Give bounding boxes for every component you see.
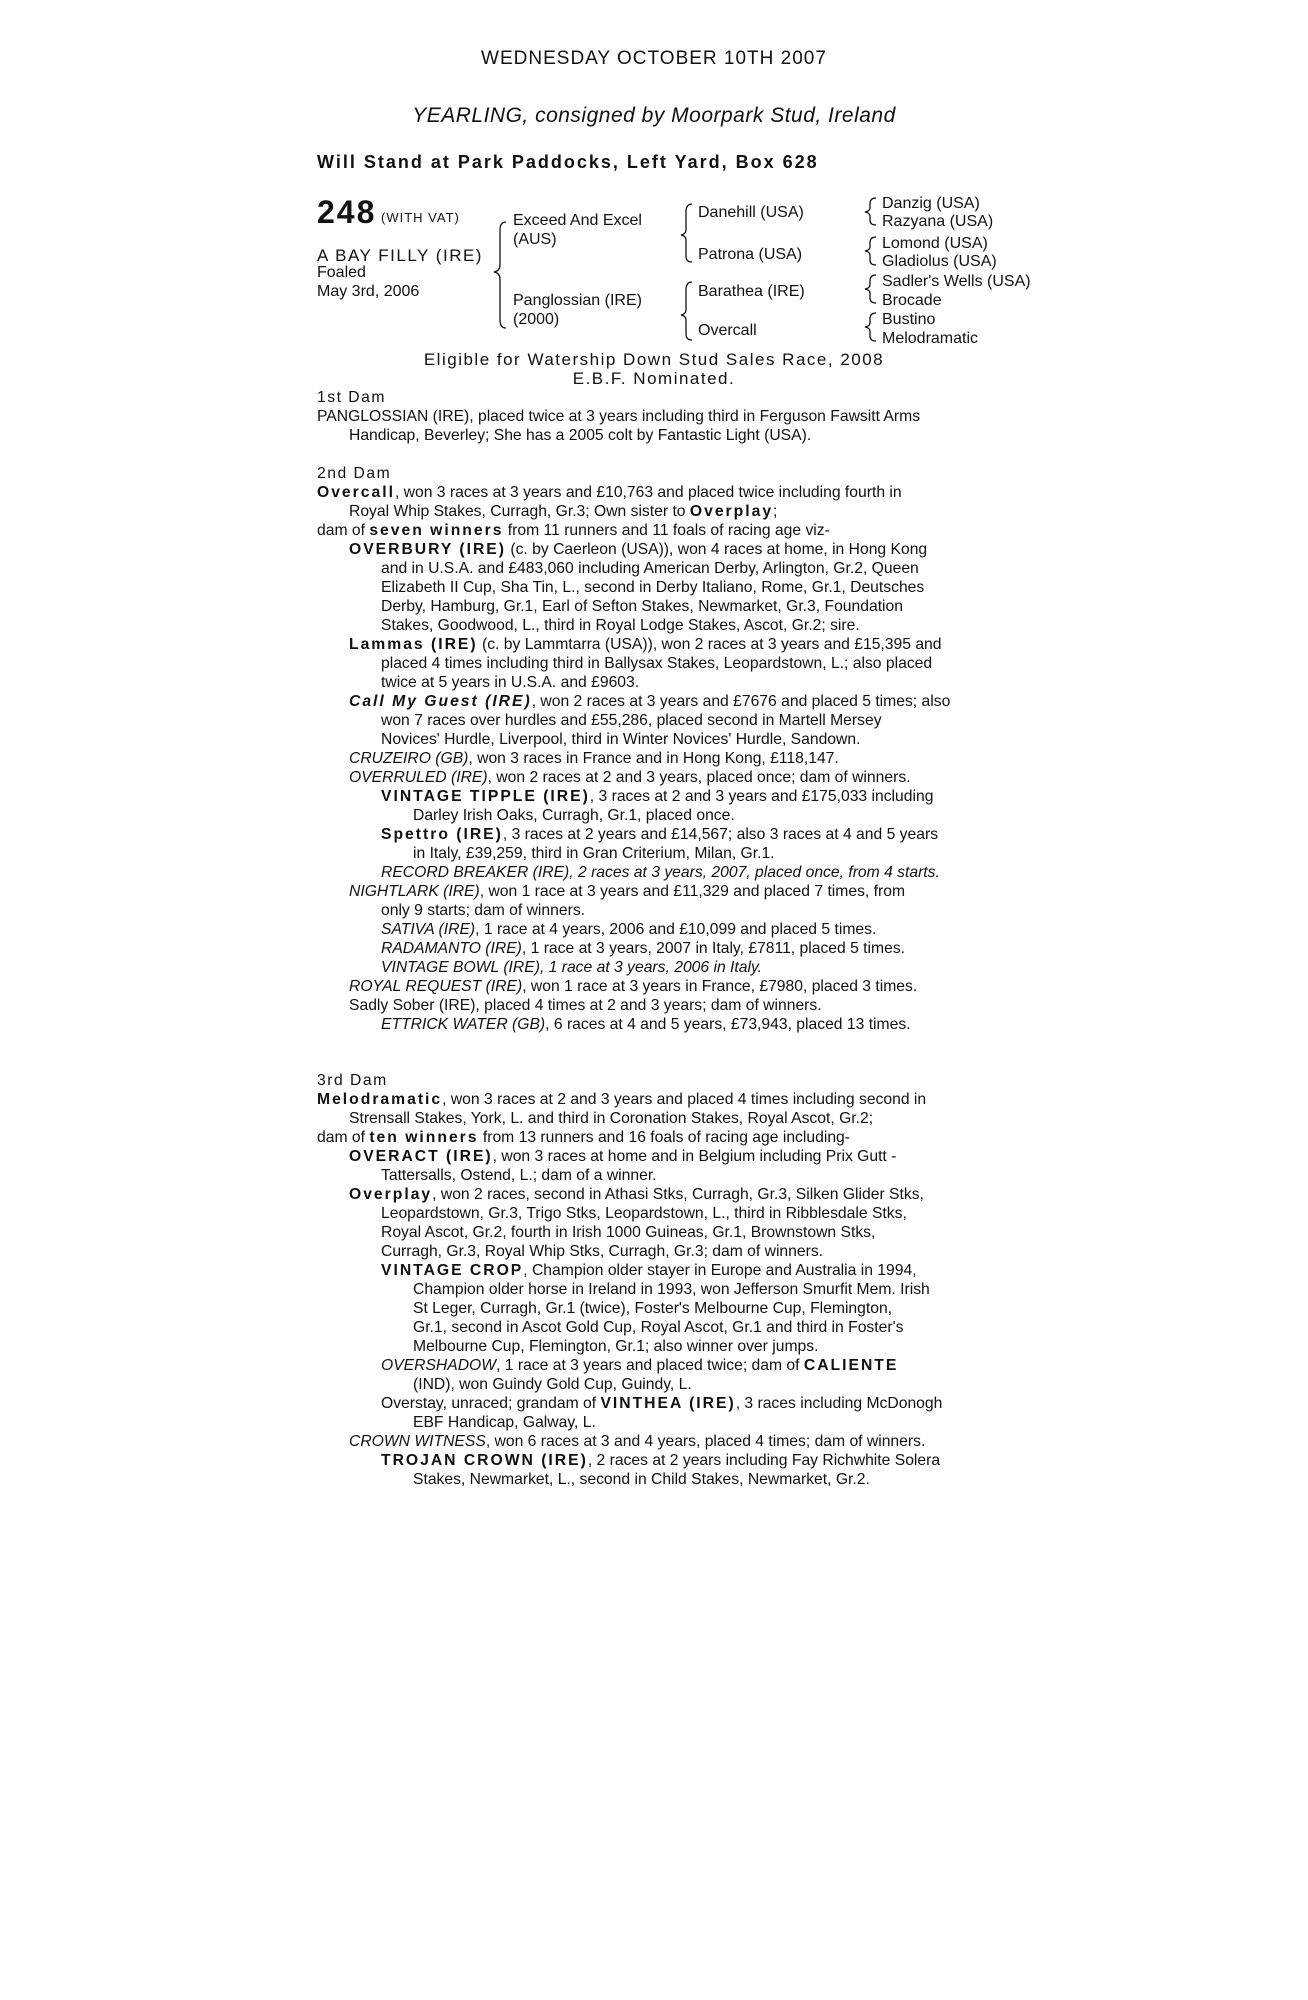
pedigree-braces	[0, 0, 1308, 360]
dam-name: Panglossian (IRE)	[513, 292, 642, 309]
dam-sire-dam: Brocade	[882, 292, 942, 309]
progeny-entry: OVERBURY (IRE) (c. by Caerleon (USA)), won 4 races at home, in Hong Kong	[349, 541, 928, 558]
foaled-date: May 3rd, 2006	[317, 283, 420, 300]
stand-location: Will Stand at Park Paddocks, Left Yard, Box 628	[317, 152, 819, 172]
grandprogeny-entry: VINTAGE BOWL (IRE), 1 race at 3 years, 2006 in Italy.	[381, 959, 763, 976]
grandprogeny-entry: SATIVA (IRE), 1 race at 4 years, 2006 and £10,099 and placed 5 times.	[381, 921, 877, 938]
grandprogeny-entry: Overstay, unraced; grandam of VINTHEA (IRE), 3 races including McDonogh	[381, 1395, 943, 1412]
progeny-entry: CROWN WITNESS, won 6 races at 3 and 4 years, placed 4 times; dam of winners.	[349, 1433, 926, 1450]
second-dam-intro: Overcall, won 3 races at 3 years and £10,763 and placed twice including fourth in	[317, 484, 902, 501]
progeny-entry: Sadly Sober (IRE), placed 4 times at 2 and 3 years; dam of winners.	[349, 997, 822, 1014]
dam-dam-sire: Bustino	[882, 311, 936, 328]
grandprogeny-entry: ETTRICK WATER (GB), 6 races at 4 and 5 years, £73,943, placed 13 times.	[381, 1016, 911, 1033]
grandprogeny-entry: RECORD BREAKER (IRE), 2 races at 3 years, 2007, placed once, from 4 starts.	[381, 864, 940, 881]
progeny-cont: placed 4 times including third in Ballysax Stakes, Leopardstown, L.; also placed	[381, 655, 933, 672]
dam-year: (2000)	[513, 311, 560, 328]
grandprogeny-entry: VINTAGE CROP, Champion older stayer in Europe and Australia in 1994,	[381, 1262, 917, 1279]
third-dam-intro: Melodramatic, won 3 races at 2 and 3 years and placed 4 times including second in	[317, 1091, 927, 1108]
grandprogeny-cont: St Leger, Curragh, Gr.1 (twice), Foster's Melbourne Cup, Flemington,	[413, 1300, 893, 1317]
grandprogeny-entry: OVERSHADOW, 1 race at 3 years and placed twice; dam of CALIENTE	[381, 1357, 899, 1374]
lot-number: 248	[317, 194, 377, 230]
progeny-cont: Royal Ascot, Gr.2, fourth in Irish 1000 Guineas, Gr.1, Brownstown Stks,	[381, 1224, 876, 1241]
vat-note: (WITH VAT)	[381, 210, 460, 225]
horse-description: A BAY FILLY (IRE)	[317, 246, 483, 265]
progeny-entry: Lammas (IRE) (c. by Lammtarra (USA)), won 2 races at 3 years and £15,395 and	[349, 636, 942, 653]
progeny-entry: Overplay, won 2 races, second in Athasi Stks, Curragh, Gr.3, Silken Glider Stks,	[349, 1186, 924, 1203]
sire-origin: (AUS)	[513, 231, 557, 248]
sale-date: WEDNESDAY OCTOBER 10TH 2007	[481, 48, 827, 69]
sire-sire-sire: Danzig (USA)	[882, 195, 980, 212]
grandprogeny-cont: (IND), won Guindy Gold Cup, Guindy, L.	[413, 1376, 692, 1393]
progeny-cont: Derby, Hamburg, Gr.1, Earl of Sefton Stakes, Newmarket, Gr.3, Foundation	[381, 598, 903, 615]
third-dam-name: Melodramatic	[317, 1091, 443, 1108]
progeny-entry: NIGHTLARK (IRE), won 1 race at 3 years and £11,329 and placed 7 times, from	[349, 883, 906, 900]
second-dam-name: Overcall	[317, 484, 395, 501]
progeny-cont: Leopardstown, Gr.3, Trigo Stks, Leopardstown, L., third in Ribblesdale Stks,	[381, 1205, 907, 1222]
progeny-cont: Elizabeth II Cup, Sha Tin, L., second in Derby Italiano, Rome, Gr.1, Deutsches	[381, 579, 925, 596]
dam-dam-dam: Melodramatic	[882, 330, 979, 347]
progeny-entry: ROYAL REQUEST (IRE), won 1 race at 3 years in France, £7980, placed 3 times.	[349, 978, 918, 995]
progeny-cont: Novices' Hurdle, Liverpool, third in Winter Novices' Hurdle, Sandown.	[381, 731, 861, 748]
first-dam-line-1: PANGLOSSIAN (IRE), placed twice at 3 years including third in Ferguson Fawsitt Arms	[317, 408, 921, 425]
grandprogeny-cont: Gr.1, second in Ascot Gold Cup, Royal Ascot, Gr.1 and third in Foster's	[413, 1319, 904, 1336]
progeny-entry: Call My Guest (IRE), won 2 races at 3 years and £7676 and placed 5 times; also	[349, 693, 951, 710]
second-dam-heading: 2nd Dam	[317, 465, 392, 482]
progeny-cont: and in U.S.A. and £483,060 including American Derby, Arlington, Gr.2, Queen	[381, 560, 919, 577]
grandprogeny-cont: Darley Irish Oaks, Curragh, Gr.1, placed once.	[413, 807, 735, 824]
third-dam-dam-of: dam of ten winners from 13 runners and 16 foals of racing age including-	[317, 1129, 850, 1146]
grandprogeny-entry: Spettro (IRE), 3 races at 2 years and £14,567; also 3 races at 4 and 5 years	[381, 826, 939, 843]
third-dam-intro-cont: Strensall Stakes, York, L. and third in Coronation Stakes, Royal Ascot, Gr.2;	[349, 1110, 874, 1127]
grandprogeny-cont: in Italy, £39,259, third in Gran Criterium, Milan, Gr.1.	[413, 845, 775, 862]
grandprogeny-cont: Stakes, Newmarket, L., second in Child Stakes, Newmarket, Gr.2.	[413, 1471, 870, 1488]
progeny-cont: Curragh, Gr.3, Royal Whip Stks, Curragh, Gr.3; dam of winners.	[381, 1243, 824, 1260]
progeny-entry: OVERRULED (IRE), won 2 races at 2 and 3 years, placed once; dam of winners.	[349, 769, 911, 786]
second-dam-dam-of: dam of seven winners from 11 runners and 11 foals of racing age viz-	[317, 522, 830, 539]
eligibility-line: Eligible for Watership Down Stud Sales Race, 2008	[423, 350, 885, 369]
ebf-line: E.B.F. Nominated.	[572, 369, 736, 388]
sire-sire: Danehill (USA)	[698, 204, 804, 221]
progeny-cont: twice at 5 years in U.S.A. and £9603.	[381, 674, 640, 691]
grandprogeny-entry: TROJAN CROWN (IRE), 2 races at 2 years including Fay Richwhite Solera	[381, 1452, 941, 1469]
third-dam-heading: 3rd Dam	[317, 1072, 388, 1089]
sire-dam-dam: Gladiolus (USA)	[882, 253, 997, 270]
progeny-entry: CRUZEIRO (GB), won 3 races in France and in Hong Kong, £118,147.	[349, 750, 839, 767]
progeny-entry: OVERACT (IRE), won 3 races at home and in Belgium including Prix Gutt -	[349, 1148, 897, 1165]
progeny-cont: Tattersalls, Ostend, L.; dam of a winner.	[381, 1167, 657, 1184]
progeny-cont: only 9 starts; dam of winners.	[381, 902, 586, 919]
sire-sire-dam: Razyana (USA)	[882, 213, 994, 230]
pedigree-body	[317, 388, 1017, 1489]
grandprogeny-cont: Champion older horse in Ireland in 1993, won Jefferson Smurfit Mem. Irish	[413, 1281, 930, 1298]
consignment-line: YEARLING, consigned by Moorpark Stud, Ireland	[412, 104, 896, 127]
second-dam-intro-cont: Royal Whip Stakes, Curragh, Gr.3; Own sister to Overplay;	[349, 503, 778, 520]
dam-sire-sire: Sadler's Wells (USA)	[882, 273, 1031, 290]
dam-dam: Overcall	[698, 322, 757, 339]
grandprogeny-cont: EBF Handicap, Galway, L.	[413, 1414, 596, 1431]
grandprogeny-entry: VINTAGE TIPPLE (IRE), 3 races at 2 and 3 years and £175,033 including	[381, 788, 934, 805]
grandprogeny-entry: RADAMANTO (IRE), 1 race at 3 years, 2007 in Italy, £7811, placed 5 times.	[381, 940, 906, 957]
foaled-label: Foaled	[317, 264, 366, 281]
grandprogeny-cont: Melbourne Cup, Flemington, Gr.1; also winner over jumps.	[413, 1338, 819, 1355]
first-dam-heading: 1st Dam	[317, 389, 386, 406]
first-dam-line-2: Handicap, Beverley; She has a 2005 colt by Fantastic Light (USA).	[349, 427, 812, 444]
sire-name: Exceed And Excel	[513, 212, 642, 229]
progeny-cont: won 7 races over hurdles and £55,286, placed second in Martell Mersey	[381, 712, 882, 729]
sire-dam: Patrona (USA)	[698, 246, 803, 263]
dam-sire: Barathea (IRE)	[698, 283, 805, 300]
sire-dam-sire: Lomond (USA)	[882, 235, 988, 252]
progeny-cont: Stakes, Goodwood, L., third in Royal Lodge Stakes, Ascot, Gr.2; sire.	[381, 617, 860, 634]
